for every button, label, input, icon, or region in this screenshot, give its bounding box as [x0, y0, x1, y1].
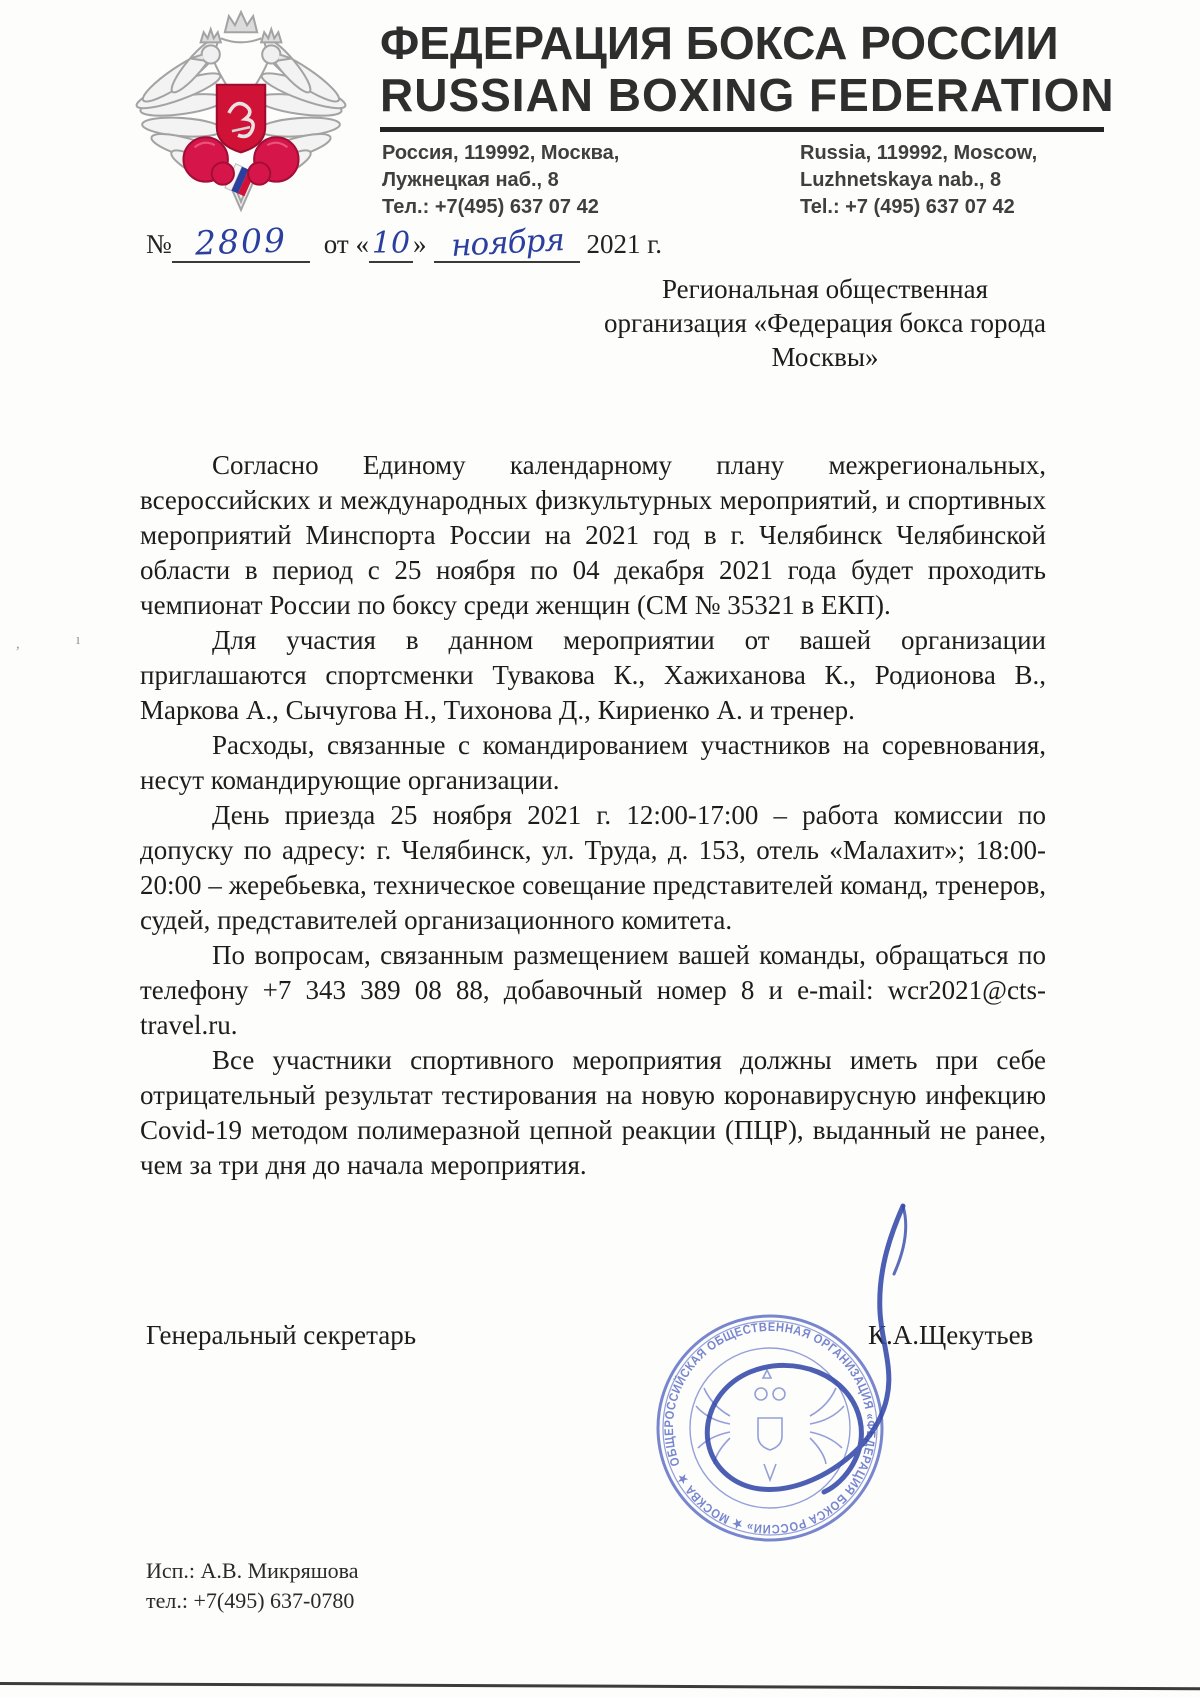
header-divider-rule	[380, 127, 1104, 132]
address-line: Тел.: +7(495) 637 07 42	[382, 196, 599, 218]
paragraph-event-announcement: Согласно Единому календарному плану межрегиональных, всероссийских и международных физкультурных мероприятий, и спортивных мероприятий Минспорта России на 2021 год в г. Челябинск Челябинской области в период с 25 ноября по 04 декабря 2021 года будет проходить чемпионат России по боксу среди женщин (СМ № 35321 в ЕКП).	[140, 450, 1046, 620]
recipient-line: Москвы»	[771, 342, 879, 372]
year-label: 2021 г.	[586, 229, 662, 259]
quote-close-label: »	[412, 229, 427, 259]
executor-name-line: Исп.: А.В. Микряшова	[146, 1558, 359, 1583]
address-line: Tel.: +7 (495) 637 07 42	[800, 196, 1015, 218]
stamp-ring-text: ОБЩЕРОССИЙСКАЯ ОБЩЕСТВЕННАЯ ОРГАНИЗАЦИЯ «ФЕДЕРАЦИЯ БОКСА РОССИИ» ★ МОСКВА ★	[661, 1319, 879, 1537]
day-blank	[369, 226, 413, 263]
paragraph-accommodation-contact: По вопросам, связанным размещением вашей команды, обращаться по телефону +7 343 389 08 88, добавочный номер 8 и e-mail: wcr2021@cts-travel.ru.	[140, 940, 1046, 1040]
address-line: Лужнецкая наб., 8	[382, 169, 559, 191]
paragraph-invited-athletes: Для участия в данном мероприятии от вашей организации приглашаются спортсменки Тувакова К., Хажиханова К., Родионова В., Маркова А., Сычугова Н., Тихонова Д., Кириенко А. и тренер.	[140, 625, 1046, 725]
month-blank	[434, 222, 580, 264]
scan-artifact: ,	[16, 636, 20, 652]
signer-name: К.А.Щекутьев	[868, 1320, 1034, 1350]
recipient-line: организация «Федерация бокса города	[604, 308, 1046, 338]
number-sign-label: №	[146, 229, 172, 259]
address-line: Luzhnetskaya nab., 8	[800, 169, 1002, 191]
address-line: Russia, 119992, Moscow,	[800, 142, 1038, 164]
address-line: Россия, 119992, Москва,	[382, 142, 620, 164]
round-seal-stamp	[598, 1178, 968, 1598]
executor-block	[146, 1556, 359, 1616]
scan-artifact: ı	[76, 632, 81, 648]
org-title-english: RUSSIAN BOXING FEDERATION	[380, 69, 1115, 121]
paragraph-arrival-day: День приезда 25 ноября 2021 г. 12:00-17:00 – работа комиссии по допуску по адресу: г. Челябинск, ул. Труда, д. 153, отель «Малахит»; 18:00-20:00 – жеребьевка, техническое совещание представителей команд, тренеров, судей, представителей организационного комитета.	[140, 800, 1046, 935]
reference-number-line	[146, 222, 662, 263]
handwritten-day: 10	[371, 226, 411, 261]
scan-edge-line	[0, 1682, 1200, 1690]
federation-emblem-logo	[108, 8, 374, 220]
recipient-block	[590, 272, 1060, 374]
signature-stroke	[707, 1206, 905, 1492]
shield-shape	[217, 85, 265, 153]
paragraph-expenses: Расходы, связанные с командированием участников на соревнования, несут командирующие организации.	[140, 730, 1046, 795]
org-title-russian: ФЕДЕРАЦИЯ БОКСА РОССИИ	[380, 17, 1059, 69]
handwritten-outgoing-number: 2809	[194, 220, 288, 263]
paragraph-covid-requirement: Все участники спортивного мероприятия должны иметь при себе отрицательный результат тестирования на новую коронавирусную инфекцию Covid-19 методом полимеразной цепной реакции (ПЦР), выданный не ранее, чем за три дня до начала мероприятия.	[140, 1045, 1046, 1180]
from-label: от «	[323, 229, 369, 259]
address-block-russian	[382, 140, 619, 221]
signer-position-label: Генеральный секретарь	[146, 1320, 417, 1350]
executor-phone-line: тел.: +7(495) 637-0780	[146, 1588, 355, 1613]
letter-body	[140, 448, 1046, 1183]
handwritten-month: ноября	[450, 222, 565, 264]
address-block-english	[800, 140, 1037, 221]
recipient-line: Региональная общественная	[661, 274, 989, 304]
outgoing-number-blank	[172, 222, 310, 263]
